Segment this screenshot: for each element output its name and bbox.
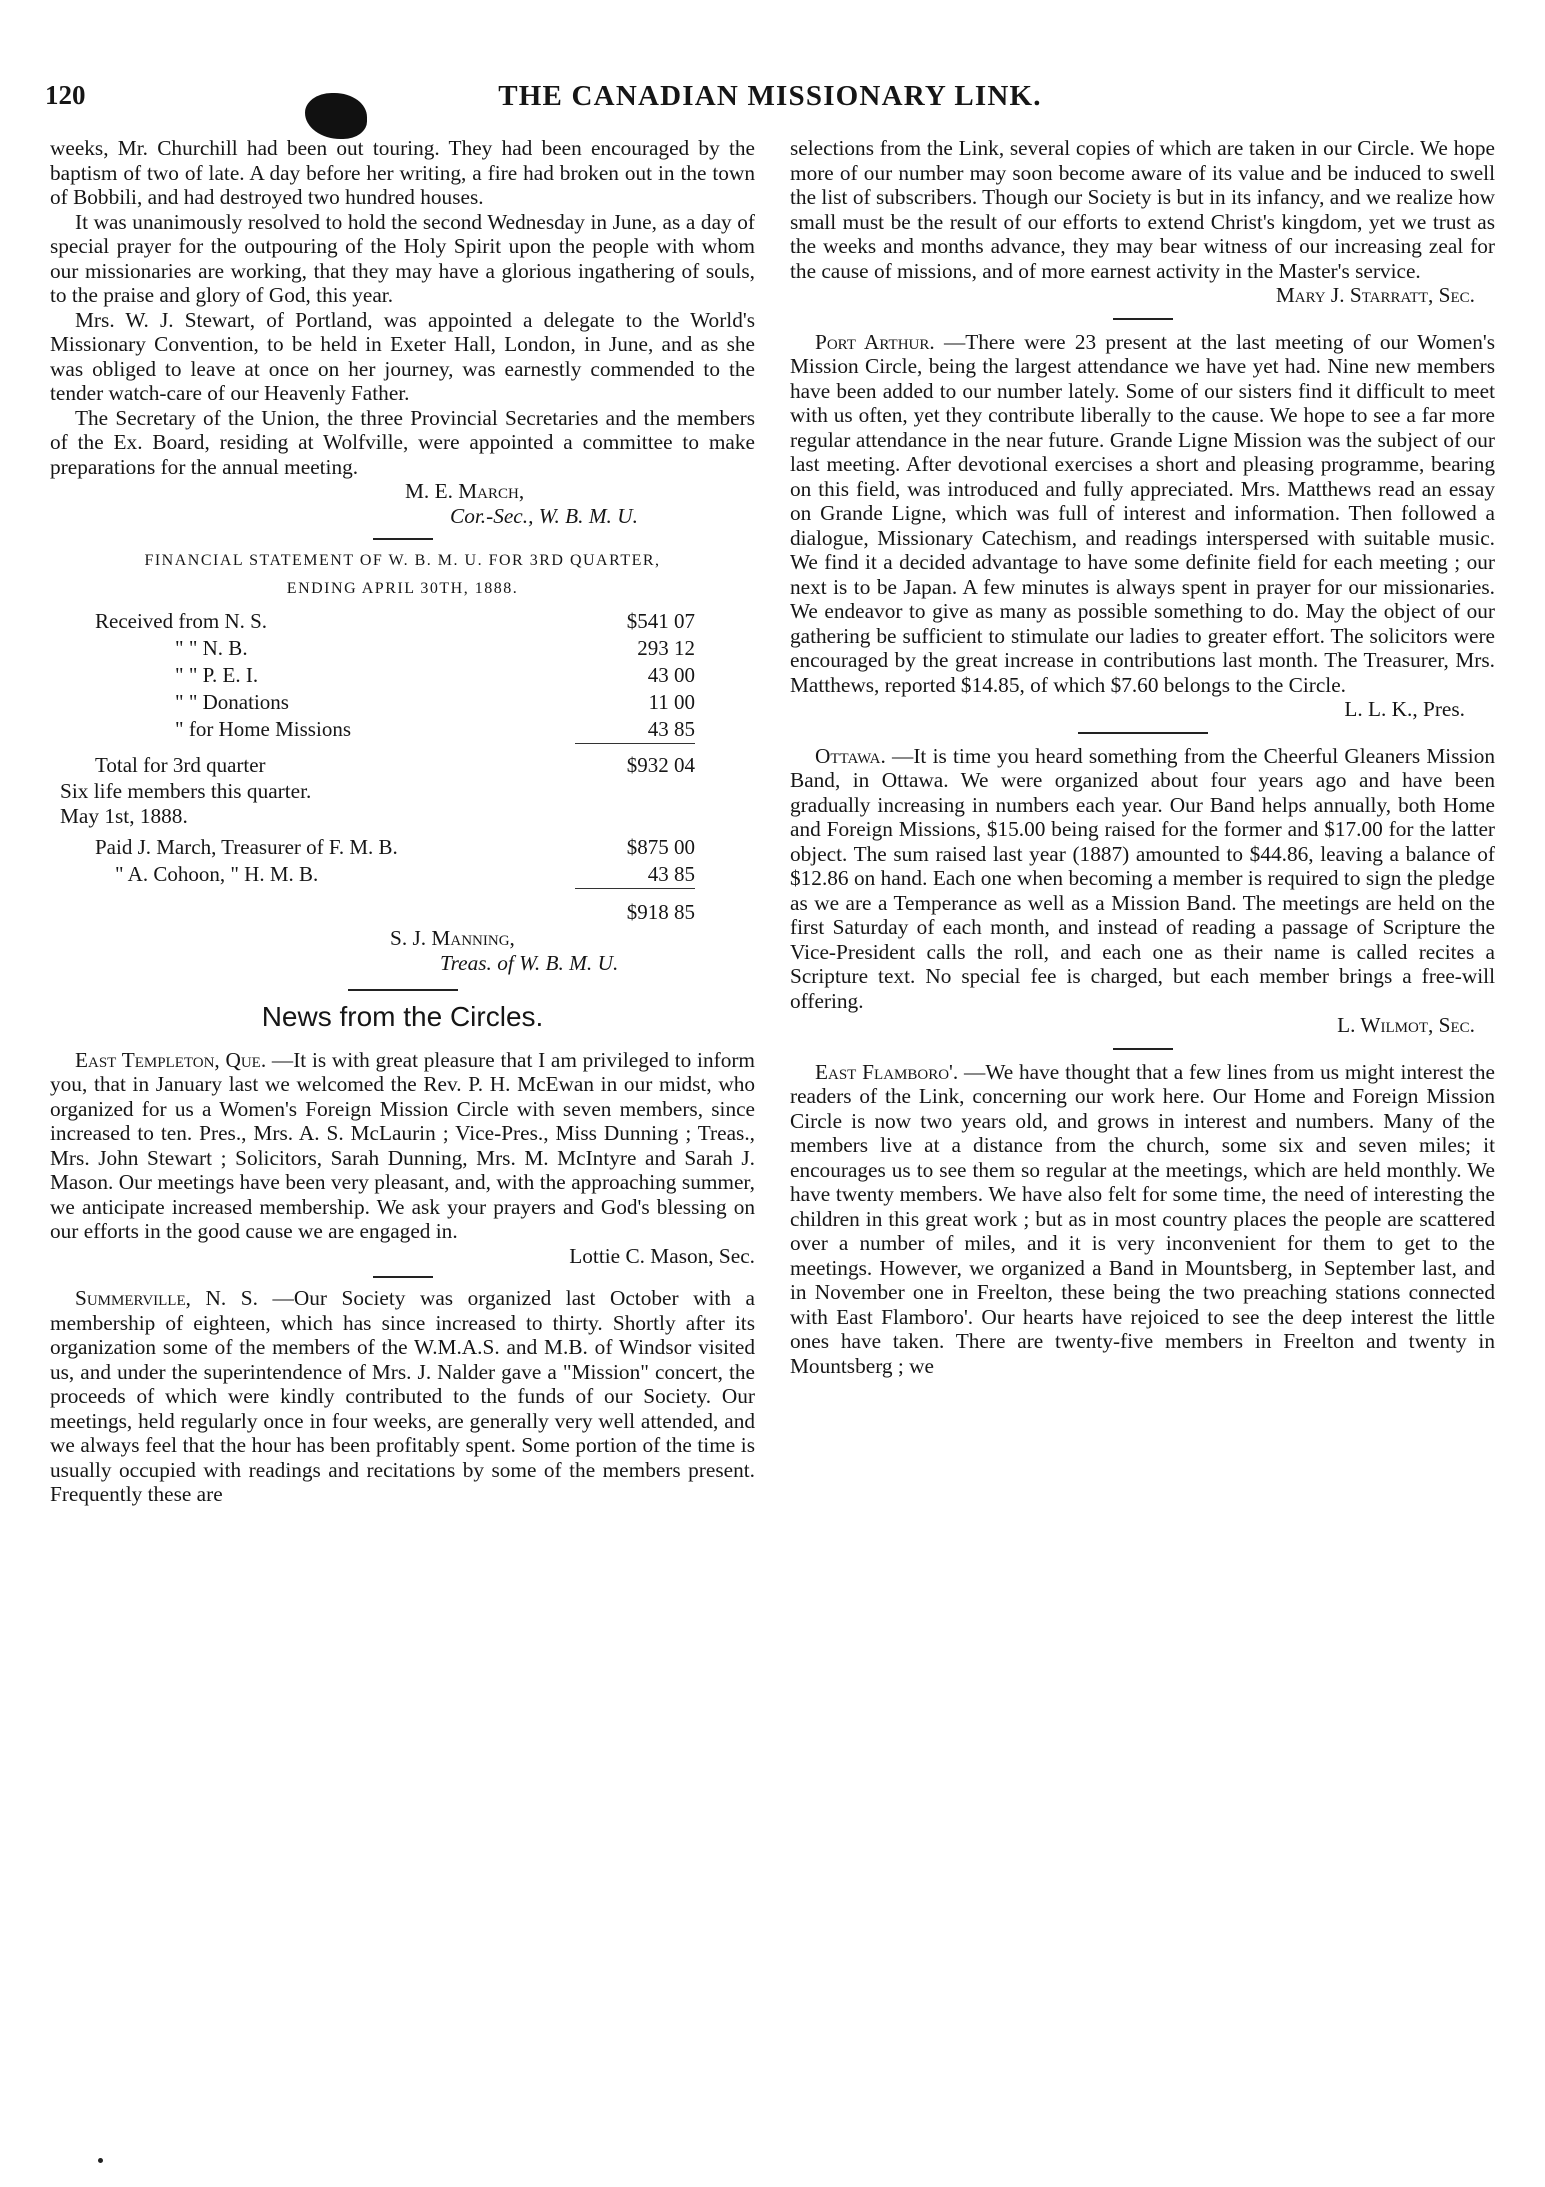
paragraph-committee: The Secretary of the Union, the three Provincial Secretaries and the members of the Ex. Board, residing at Wolfville, were appointed a committee to make preparations for the annual meeting.	[50, 405, 755, 479]
report-body: —We have thought that a few lines from us might interest the readers of the Link, concerning our work here. Our Home and Foreign Mission Circle is now two years old, and grows in interest and numbers. Many of the members live at a distance from the church, some six and seven miles; it encourages us to see them so regular at the meetings, which are held monthly. We have twenty members. We have also felt for some time, the need of interesting the children in this great work ; but as in most country places the people are scattered over a number of miles, and it is very inconvenient for them to get to the meetings. However, we organized a Band in Mountsberg, in September last, and in November one in Freelton, these being the two preaching stations connected with East Flamboro'. Our hearts have rejoiced to see the deep interest the little ones have taken. There are twenty-five members in Freelton and twenty in Mountsberg ; we	[790, 1059, 1495, 1378]
report-summerville	[50, 1286, 755, 1507]
page-number: 120	[45, 80, 86, 110]
report-place: East Templeton, Que.	[75, 1047, 267, 1072]
divider	[373, 1276, 433, 1278]
report-place: Ottawa.	[815, 743, 886, 768]
report-body: —It is with great pleasure that I am privileged to inform you, that in January last we welcomed the Rev. P. H. McEwan in our midst, who organized for us a Women's Foreign Mission Circle with seven members, since increased to ten. Pres., Mrs. A. S. McLaurin ; Vice-Pres., Miss Dunning ; Treas., Mrs. John Stewart ; Solicitors, Sarah Dunning, Mrs. M. McIntyre and Sarah J. Mason. Our meetings have been very pleasant, and, with the approaching summer, we anticipate increased membership. We ask your prayers and God's blessing on our efforts in the good cause we are engaged in.	[50, 1047, 755, 1243]
statement-date: May 1st, 1888.	[60, 803, 188, 828]
financial-paid-table	[95, 834, 695, 926]
financial-received-table	[95, 608, 695, 779]
divider	[1113, 1048, 1173, 1050]
table-row-total: $918 85	[95, 889, 695, 927]
report-east-templeton	[50, 1048, 755, 1244]
signature-ottawa: L. Wilmot, Sec.	[1337, 1013, 1475, 1037]
divider	[348, 989, 458, 991]
page-title: THE CANADIAN MISSIONARY LINK.	[498, 80, 1042, 112]
report-place: East Flamboro'.	[815, 1059, 959, 1084]
report-place: Summerville, N. S.	[75, 1286, 258, 1310]
stray-mark	[98, 2158, 103, 2163]
signature-starratt: Mary J. Starratt, Sec.	[1275, 283, 1475, 307]
table-row: " for Home Missions 43 85	[175, 717, 695, 742]
report-east-flamboro	[790, 1060, 1495, 1379]
report-port-arthur	[790, 330, 1495, 698]
table-row-total: Total for 3rd quarter $932 04	[95, 744, 695, 780]
life-members-note: Six life members this quarter.	[60, 779, 312, 803]
divider	[373, 538, 433, 540]
divider	[1113, 318, 1173, 320]
ink-blot-mark	[305, 93, 367, 139]
left-column	[50, 136, 755, 1507]
treasurer-name: S. J. Manning,	[390, 926, 515, 950]
news-heading: News from the Circles.	[261, 1001, 544, 1032]
report-place: Port Arthur.	[815, 329, 935, 354]
table-row: Paid J. March, Treasurer of F. M. B. $875 00	[95, 835, 695, 859]
right-column	[790, 136, 1495, 1378]
financial-heading: FINANCIAL STATEMENT OF W. B. M. U. FOR 3RD QUARTER,	[144, 552, 661, 569]
divider	[1078, 732, 1208, 734]
table-row: " A. Cohoon, " H. M. B. 43 85	[115, 862, 695, 887]
table-row: " " N. B. 293 12	[175, 636, 695, 660]
report-body: —There were 23 present at the last meeting of our Women's Mission Circle, being the largest attendance we have yet had. Nine new members have been added to our number lately. Some of our sisters find it difficult to meet with us often, yet they contribute liberally to the cause. We hope to see a far more regular attendance in the near future. Grande Ligne Mission was the subject of our last meeting. After devotional exercises a short and pleasing programme, bearing on this field, was introduced and fully appreciated. Mrs. Matthews read an essay on Grande Ligne, which was full of interest and information. Then followed a dialogue, Missionary Catechism, and readings interspersed with suitable music. We find it a decided advantage to have some definite field for each meeting ; our next is to be Japan. A few minutes is always spent in prayer for our missionaries. We endeavor to give as many as possible something to do. May the object of our gathering be sufficient to stimulate our ladies to greater effort. The solicitors were encouraged by the great increase in contributions last month. The Treasurer, Mrs. Matthews, reported $14.85, of which $7.60 belongs to the Circle.	[790, 329, 1495, 697]
signature-port-arthur: L. L. K., Pres.	[1344, 697, 1465, 721]
page-header	[45, 80, 1495, 120]
report-ottawa	[790, 744, 1495, 1014]
financial-subheading: ENDING APRIL 30TH, 1888.	[286, 580, 519, 597]
signature-title: Cor.-Sec., W. B. M. U.	[450, 503, 638, 528]
signature-east-templeton: Lottie C. Mason, Sec.	[569, 1243, 755, 1268]
signature-name: M. E. March,	[405, 479, 525, 503]
table-row: " " Donations 11 00	[175, 690, 695, 714]
paragraph-bobbili: weeks, Mr. Churchill had been out touring. They had been encouraged by the baptism of two of late. A day before her writing, a fire had broken out in the town of Bobbili, and had destroyed two hundred houses.	[50, 136, 755, 209]
paragraph-link-selections: selections from the Link, several copies of which are taken in our Circle. We hope more of our number may soon become aware of its value and be induced to swell the list of subscribers. Though our Society is but in its infancy, and we realize how small must be the result of our efforts to extend Christ's kingdom, yet we trust as the weeks and months advance, they may bear witness of our increasing zeal for the cause of missions, and of more earnest activity in the Master's service.	[790, 136, 1495, 283]
paragraph-prayer-day: It was unanimously resolved to hold the second Wednesday in June, as a day of special prayer for the outpouring of the Holy Spirit upon the people with whom our missionaries are working, that they may have a glorious ingathering of souls, to the praise and glory of God, this year.	[50, 209, 755, 307]
paragraph-delegate: Mrs. W. J. Stewart, of Portland, was appointed a delegate to the World's Missionary Convention, to be held in Exeter Hall, London, in June, and as she was obliged to leave at once on her journey, was earnestly commended to the tender watch-care of our Heavenly Father.	[50, 307, 755, 405]
table-row: " " P. E. I. 43 00	[175, 663, 695, 687]
report-body: —Our Society was organized last October with a membership of eighteen, which has since increased to thirty. Shortly after its organization some of the members of the W.M.A.S. and M.B. of Windsor visited us, and under the superintendence of Mrs. J. Nalder gave a "Mission" concert, the proceeds of which were kindly contributed to the funds of our Society. Our meetings, held regularly once in four weeks, are generally very well attended, and we always feel that the hour has been profitably spent. Some portion of the time is usually occupied with readings and recitations by some of the members present. Frequently these are	[50, 1286, 755, 1506]
treasurer-title: Treas. of W. B. M. U.	[440, 950, 619, 975]
table-row: Received from N. S. $541 07	[95, 609, 695, 633]
report-body: —It is time you heard something from the Cheerful Gleaners Mission Band, in Ottawa. We were organized about four years ago and have been gradually increasing in numbers each year. Our Band helps annually, both Home and Foreign Missions, $15.00 being raised for the former and $17.00 for the latter object. The sum raised last year (1887) amounted to $44.86, leaving a balance of $12.86 on hand. Each one when becoming a member is required to sign the pledge as we are a Temperance as well as a Mission Band. The meetings are held on the first Saturday of each month, and instead of reading a passage of Scripture the Vice-President calls the roll, and each one as their name is called recites a Scripture text. No special fee is charged, but each member brings a free-will offering.	[790, 743, 1495, 1013]
